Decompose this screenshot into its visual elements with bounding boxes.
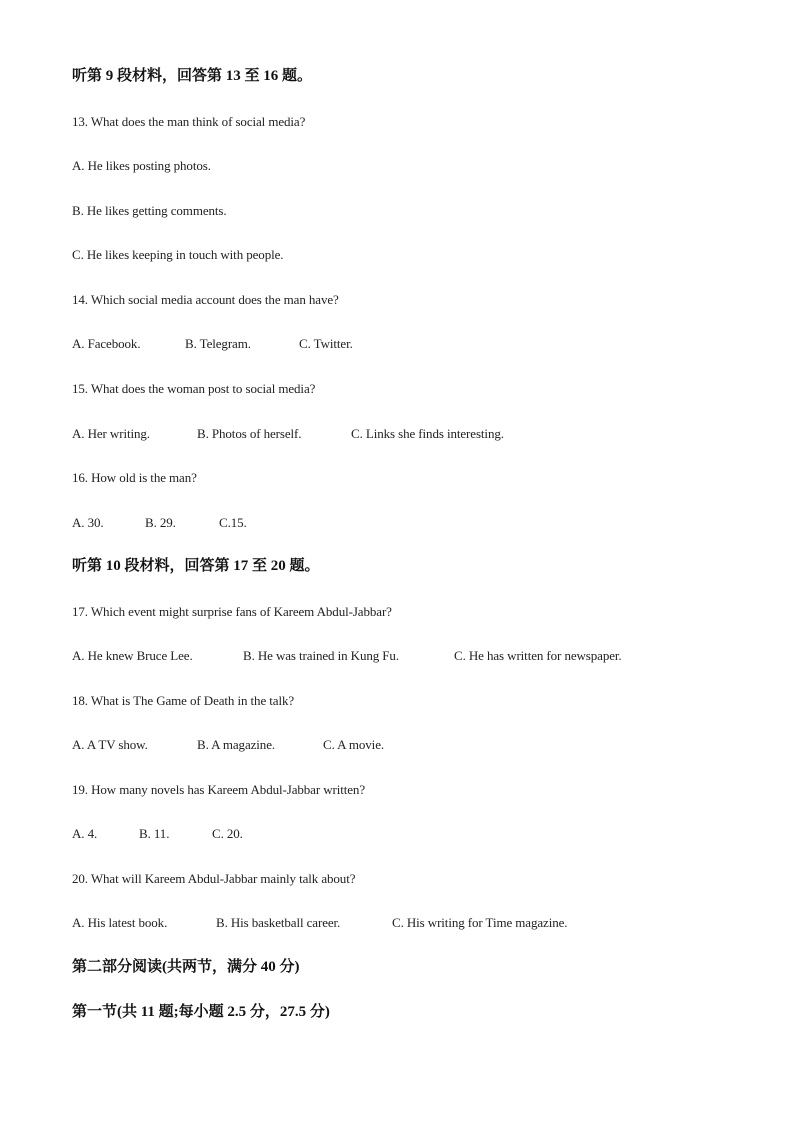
section-10-heading: 听第 10 段材料，回答第 17 至 20 题。 (72, 558, 320, 574)
question-15-option-a: A. Her writing. (72, 426, 150, 441)
question-14-option-a: A. Facebook. (72, 336, 141, 351)
question-15-option-b: B. Photos of herself. (197, 426, 302, 441)
question-17-option-a: A. He knew Bruce Lee. (72, 648, 193, 663)
question-19-option-c: C. 20. (212, 826, 243, 841)
question-19-options (0, 826, 794, 842)
question-14-option-c: C. Twitter. (299, 336, 353, 351)
question-16-option-c: C.15. (219, 515, 247, 530)
question-18-option-a: A. A TV show. (72, 737, 148, 752)
question-13-option-a: A. He likes posting photos. (72, 158, 211, 173)
part-2-heading: 第二部分阅读(共两节，满分 40 分) (72, 959, 300, 975)
question-17-options (0, 648, 794, 664)
question-16-options (0, 515, 794, 531)
question-18-stem: 18. What is The Game of Death in the talk? (72, 693, 295, 708)
question-15-option-c: C. Links she finds interesting. (351, 426, 504, 441)
question-18-options (0, 737, 794, 753)
question-16-option-a: A. 30. (72, 515, 104, 530)
question-14-stem: 14. Which social media account does the man have? (72, 292, 339, 307)
question-15-options (0, 426, 794, 442)
section-9-heading: 听第 9 段材料，回答第 13 至 16 题。 (72, 68, 313, 84)
question-16-stem: 16. How old is the man? (72, 470, 197, 485)
question-15-stem: 15. What does the woman post to social media? (72, 381, 316, 396)
question-13-option-b: B. He likes getting comments. (72, 203, 227, 218)
question-14-options (0, 336, 794, 352)
question-20-option-a: A. His latest book. (72, 915, 168, 930)
question-14-option-b: B. Telegram. (185, 336, 251, 351)
question-17-stem: 17. Which event might surprise fans of Kareem Abdul-Jabbar? (72, 604, 392, 619)
question-18-option-c: C. A movie. (323, 737, 385, 752)
question-20-options (0, 915, 794, 931)
question-20-option-c: C. His writing for Time magazine. (392, 915, 568, 930)
question-16-option-b: B. 29. (145, 515, 176, 530)
question-13-stem: 13. What does the man think of social media? (72, 114, 306, 129)
question-13-option-c: C. He likes keeping in touch with people. (72, 247, 284, 262)
part-2-section-1-heading: 第一节(共 11 题;每小题 2.5 分，27.5 分) (72, 1004, 330, 1020)
question-17-option-b: B. He was trained in Kung Fu. (243, 648, 399, 663)
question-19-stem: 19. How many novels has Kareem Abdul-Jabbar written? (72, 782, 366, 797)
question-20-stem: 20. What will Kareem Abdul-Jabbar mainly talk about? (72, 871, 356, 886)
question-19-option-b: B. 11. (139, 826, 170, 841)
question-19-option-a: A. 4. (72, 826, 98, 841)
question-18-option-b: B. A magazine. (197, 737, 276, 752)
question-17-option-c: C. He has written for newspaper. (454, 648, 622, 663)
question-20-option-b: B. His basketball career. (216, 915, 341, 930)
